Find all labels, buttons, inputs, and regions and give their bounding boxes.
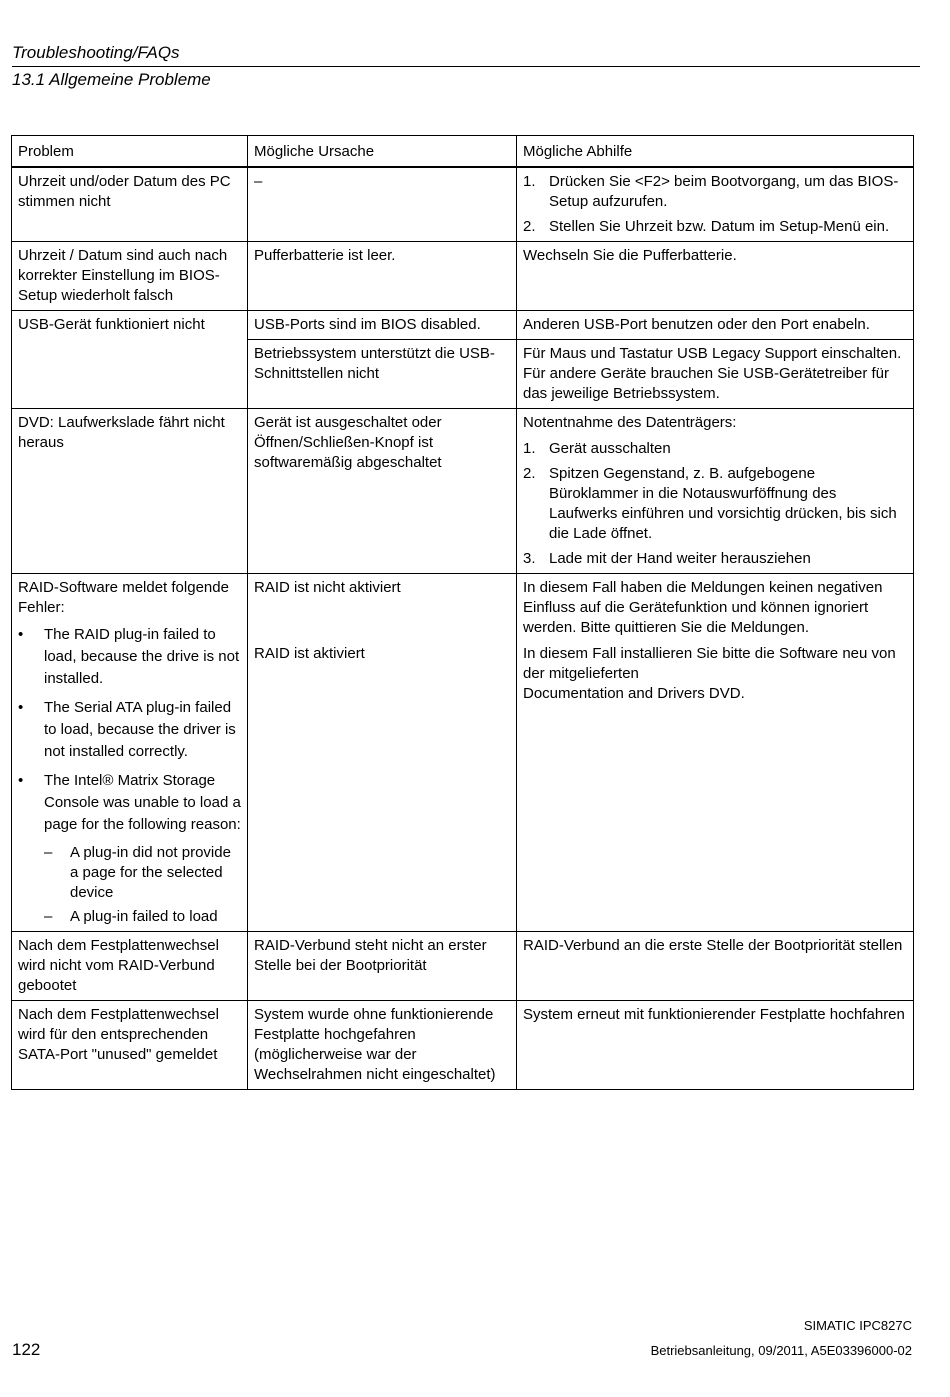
bullet-symbol: • [18,772,24,789]
bullet-item [18,770,241,836]
cause-cell: Pufferbatterie ist leer. [248,242,517,311]
problem-cell: Nach dem Festplattenwechsel wird nicht vom RAID-Verbund gebootet [12,932,248,1001]
column-header-cause: Mögliche Ursache [248,136,517,168]
column-header-problem: Problem [12,136,248,168]
fix-cell: System erneut mit funktionierender Festplatte hochfahren [517,1001,914,1090]
numbered-step [523,464,907,544]
step-text: Drücken Sie <F2> beim Bootvorgang, um das BIOS-Setup aufzurufen. [549,173,899,210]
fix-cell [517,340,914,409]
table-row [12,1001,914,1090]
page-number: 122 [12,1340,41,1359]
step-number: 2. [523,218,536,235]
numbered-step [523,549,907,569]
cause-cell: System wurde ohne funktionierende Festplatte hochgefahren (möglicherweise war der Wechselrahmen nicht eingeschaltet) [248,1001,517,1090]
chapter-title: Troubleshooting/FAQs [12,43,180,62]
cause-cell: – [248,167,517,242]
problem-cell: Nach dem Festplattenwechsel wird für den entsprechenden SATA-Port "unused" gemeldet [12,1001,248,1090]
sub-item [44,907,241,927]
problem-cell: DVD: Laufwerkslade fährt nicht heraus [12,409,248,574]
numbered-step [523,217,907,237]
fix-line: Für Maus und Tastatur USB Legacy Support einschalten. [523,345,902,362]
cause-cell: USB-Ports sind im BIOS disabled. [248,311,517,340]
bullet-item [18,697,241,763]
numbered-step [523,439,907,459]
fix-paragraph: In diesem Fall haben die Meldungen keinen negativen Einfluss auf die Gerätefunktion und können ignoriert werden. Bitte quittieren Sie die Meldungen. [523,579,883,636]
cause-cell: Gerät ist ausgeschaltet oder Öffnen/Schließen-Knopf ist softwaremäßig abgeschaltet [248,409,517,574]
fix-cell [517,409,914,574]
step-text: Spitzen Gegenstand, z. B. aufgebogene Büroklammer in die Notauswurföffnung des Laufwerks einführen und vorsichtig drücken, bis sich die Lade öffnet. [549,465,897,542]
fix-paragraph: Documentation and Drivers DVD. [523,685,745,702]
cause-line: RAID ist aktiviert [254,645,365,662]
problem-cell [12,574,248,932]
fix-cell: Anderen USB-Port benutzen oder den Port enabeln. [517,311,914,340]
fix-cell: Wechseln Sie die Pufferbatterie. [517,242,914,311]
dash-symbol: – [44,908,53,925]
problem-cell: USB-Gerät funktioniert nicht [12,311,248,409]
spacer [254,598,510,644]
section-title: 13.1 Allgemeine Probleme [12,70,211,89]
bullet-text: The Intel® Matrix Storage Console was unable to load a page for the following reason: [44,772,241,833]
step-text: Gerät ausschalten [549,440,671,457]
sub-item [44,843,241,903]
fix-intro: Notentnahme des Datenträgers: [523,414,737,431]
bullet-item [18,624,241,690]
sub-item-text: A plug-in did not provide a page for the selected device [70,844,231,901]
table-row [12,167,914,242]
fix-cell: RAID-Verbund an die erste Stelle der Bootpriorität stellen [517,932,914,1001]
step-text: Stellen Sie Uhrzeit bzw. Datum im Setup-Menü ein. [549,218,890,235]
bullet-symbol: • [18,699,24,716]
table-row [12,932,914,1001]
table-row [12,574,914,932]
cause-cell: RAID-Verbund steht nicht an erster Stelle bei der Bootpriorität [248,932,517,1001]
fix-line: Für andere Geräte brauchen Sie USB-Gerätetreiber für das jeweilige Betriebssystem. [523,365,890,402]
step-number: 1. [523,440,536,457]
product-name: SIMATIC IPC827C [803,1318,912,1333]
fix-cell [517,574,914,932]
cause-line: RAID ist nicht aktiviert [254,579,401,596]
step-number: 3. [523,550,536,567]
column-header-fix: Mögliche Abhilfe [517,136,914,168]
cause-cell [248,574,517,932]
problem-cell: Uhrzeit / Datum sind auch nach korrekter Einstellung im BIOS-Setup wiederholt falsch [12,242,248,311]
cause-cell: Betriebssystem unterstützt die USB-Schnittstellen nicht [248,340,517,409]
document-reference: Betriebsanleitung, 09/2011, A5E03396000-02 [650,1343,912,1358]
step-number: 1. [523,173,536,190]
problem-intro: RAID-Software meldet folgende Fehler: [18,579,229,616]
problem-cell: Uhrzeit und/oder Datum des PC stimmen nicht [12,167,248,242]
numbered-step [523,172,907,212]
table-row [12,409,914,574]
step-text: Lade mit der Hand weiter herausziehen [549,550,811,567]
table-header-row [12,136,914,168]
table-row [12,242,914,311]
fix-paragraph: In diesem Fall installieren Sie bitte die Software neu von der mitgelieferten [523,645,896,682]
bullet-symbol: • [18,626,24,643]
bullet-text: The Serial ATA plug-in failed to load, because the driver is not installed correctly. [44,699,236,760]
bullet-text: The RAID plug-in failed to load, because the drive is not installed. [44,626,240,687]
step-number: 2. [523,465,536,482]
table-row [12,311,914,340]
fix-cell [517,167,914,242]
sub-item-text: A plug-in failed to load [70,908,218,925]
dash-symbol: – [44,844,53,861]
header-rule [12,66,920,67]
troubleshooting-table [11,135,914,1090]
